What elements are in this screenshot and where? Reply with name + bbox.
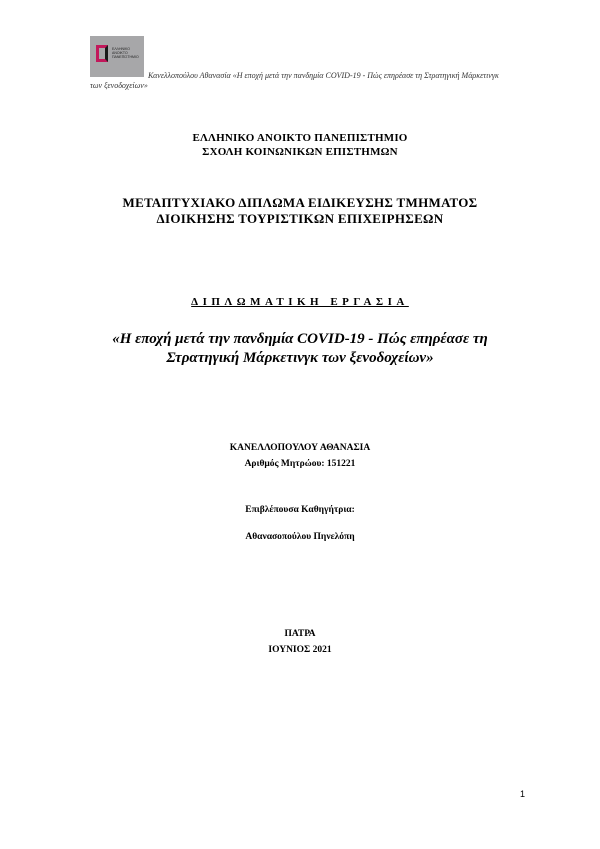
logo-mark-icon bbox=[96, 45, 108, 62]
university-name: ΕΛΛΗΝΙΚΟ ΑΝΟΙΚΤΟ ΠΑΝΕΠΙΣΤΗΜΙΟ bbox=[192, 132, 408, 144]
thesis-title-line1: «Η εποχή μετά την πανδημία COVID-19 - Πώς επηρέασε τη bbox=[112, 331, 488, 347]
date: ΙΟΥΝΙΟΣ 2021 bbox=[268, 645, 332, 655]
supervisor-label: Επιβλέπουσα Καθηγήτρια: bbox=[245, 505, 355, 515]
supervisor-name: Αθανασοπούλου Πηνελόπη bbox=[245, 532, 355, 542]
university-block bbox=[0, 131, 600, 159]
page-number: 1 bbox=[519, 789, 525, 799]
place-date-block bbox=[0, 626, 600, 658]
thesis-title bbox=[80, 330, 520, 368]
school-name: ΣΧΟΛΗ ΚΟΙΝΩΝΙΚΩΝ ΕΠΙΣΤΗΜΩΝ bbox=[202, 146, 398, 158]
program-block bbox=[0, 195, 600, 227]
logo-text-line: ΕΛΛΗΝΙΚΟ bbox=[112, 47, 130, 51]
city: ΠΑΤΡΑ bbox=[284, 629, 316, 639]
logo-text bbox=[112, 47, 142, 59]
logo-text-line: ΠΑΝΕΠΙΣΤΗΜΙΟ bbox=[112, 55, 139, 59]
author-name: ΚΑΝΕΛΛΟΠΟΥΛΟΥ ΑΘΑΝΑΣΙΑ bbox=[229, 443, 371, 453]
thesis-title-line2: Στρατηγική Μάρκετινγκ των ξενοδοχείων» bbox=[166, 350, 434, 366]
author-block bbox=[0, 440, 600, 472]
registration-number: Αριθμός Μητρώου: 151221 bbox=[244, 459, 356, 469]
running-header: Κανελλοπούλου Αθανασία «Η εποχή μετά την πανδημία COVID-19 - Πώς επηρέασε τη Στρατηγική Μάρκετινγκ των ξενοδοχείων» bbox=[90, 71, 499, 90]
thesis-label: ΔΙΠΛΩΜΑΤΙΚΗ ΕΡΓΑΣΙΑ bbox=[191, 296, 409, 308]
program-name-line2: ΔΙΟΙΚΗΣΗΣ ΤΟΥΡΙΣΤΙΚΩΝ ΕΠΙΧΕΙΡΗΣΕΩΝ bbox=[156, 211, 444, 226]
program-name-line1: ΜΕΤΑΠΤΥΧΙΑΚΟ ΔΙΠΛΩΜΑ ΕΙΔΙΚΕΥΣΗΣ ΤΜΗΜΑΤΟΣ bbox=[122, 195, 478, 210]
logo-text-line: ΑΝΟΙΚΤΟ bbox=[112, 51, 128, 55]
